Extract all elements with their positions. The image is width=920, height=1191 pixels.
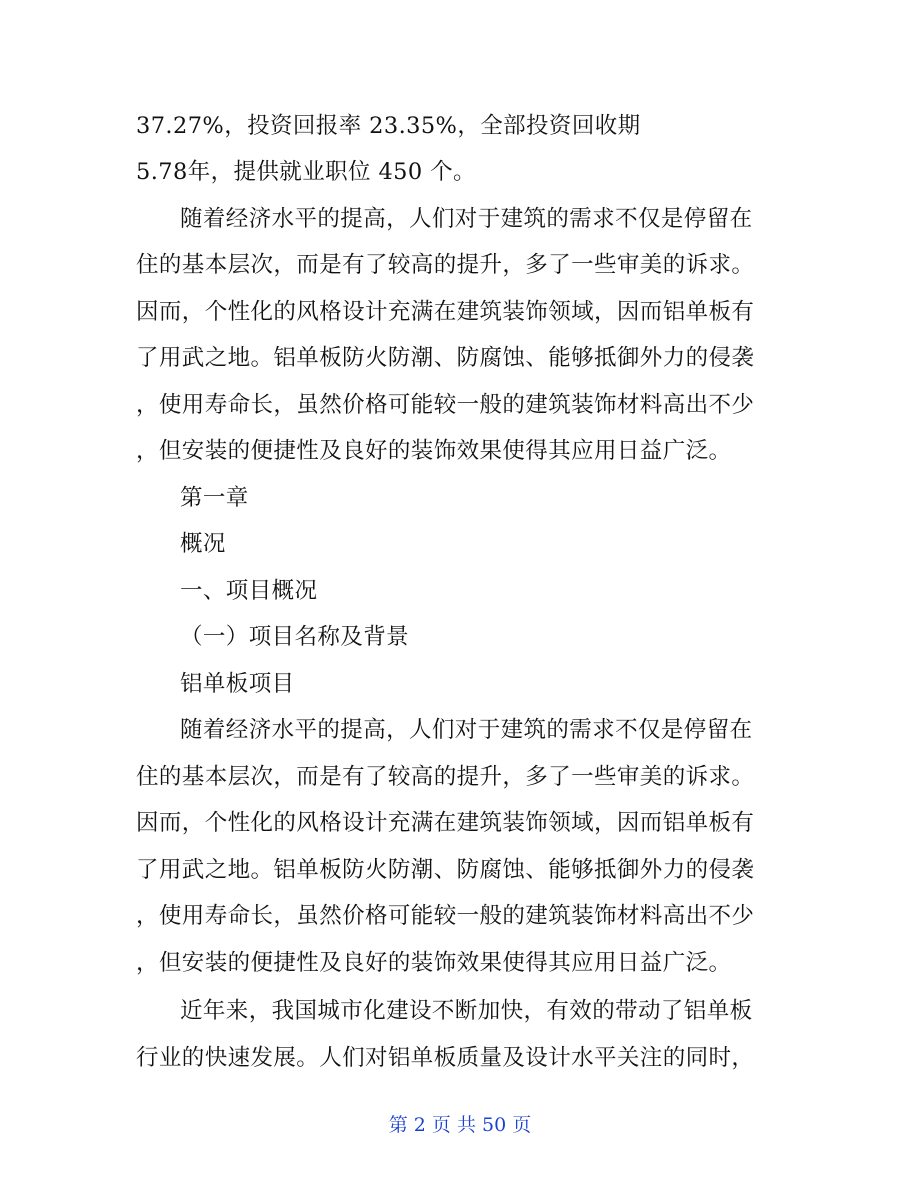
- text-line: 了用武之地。铝单板防火防潮、防腐蚀、能够抵御外力的侵袭: [136, 345, 755, 371]
- section-heading: 一、项目概况: [180, 578, 318, 604]
- text-line: 因而，个性化的风格设计充满在建筑装饰领域，因而铝单板有: [136, 810, 755, 836]
- paragraph-start: 随着经济水平的提高，人们对于建筑的需求不仅是停留在: [180, 206, 753, 232]
- project-name: 铝单板项目: [180, 671, 295, 697]
- text-line: 住的基本层次，而是有了较高的提升，多了一些审美的诉求。: [136, 764, 755, 790]
- text-line: 行业的快速发展。人们对铝单板质量及设计水平关注的同时，: [136, 1045, 755, 1071]
- chapter-title: 概况: [180, 531, 226, 557]
- text-line: 了用武之地。铝单板防火防潮、防腐蚀、能够抵御外力的侵袭: [136, 857, 755, 883]
- page-number-footer: 第 2 页 共 50 页: [388, 1114, 532, 1136]
- chapter-heading: 第一章: [180, 485, 249, 511]
- text-line: ，但安装的便捷性及良好的装饰效果使得其应用日益广泛。: [136, 950, 732, 976]
- text-line: 37.27%，投资回报率 23.35%，全部投资回收期: [136, 113, 641, 139]
- text-line: ，使用寿命长，虽然价格可能较一般的建筑装饰材料高出不少: [136, 392, 755, 418]
- text-line: 因而，个性化的风格设计充满在建筑装饰领域，因而铝单板有: [136, 299, 755, 325]
- paragraph-start: 随着经济水平的提高，人们对于建筑的需求不仅是停留在: [180, 717, 753, 743]
- paragraph-start: 近年来，我国城市化建设不断加快，有效的带动了铝单板: [180, 998, 753, 1024]
- text-line: 5.78年，提供就业职位 450 个。: [136, 159, 476, 185]
- text-line: ，但安装的便捷性及良好的装饰效果使得其应用日益广泛。: [136, 438, 732, 464]
- subsection-heading: （一）项目名称及背景: [180, 624, 410, 650]
- text-line: ，使用寿命长，虽然价格可能较一般的建筑装饰材料高出不少: [136, 903, 755, 929]
- text-line: 住的基本层次，而是有了较高的提升，多了一些审美的诉求。: [136, 252, 755, 278]
